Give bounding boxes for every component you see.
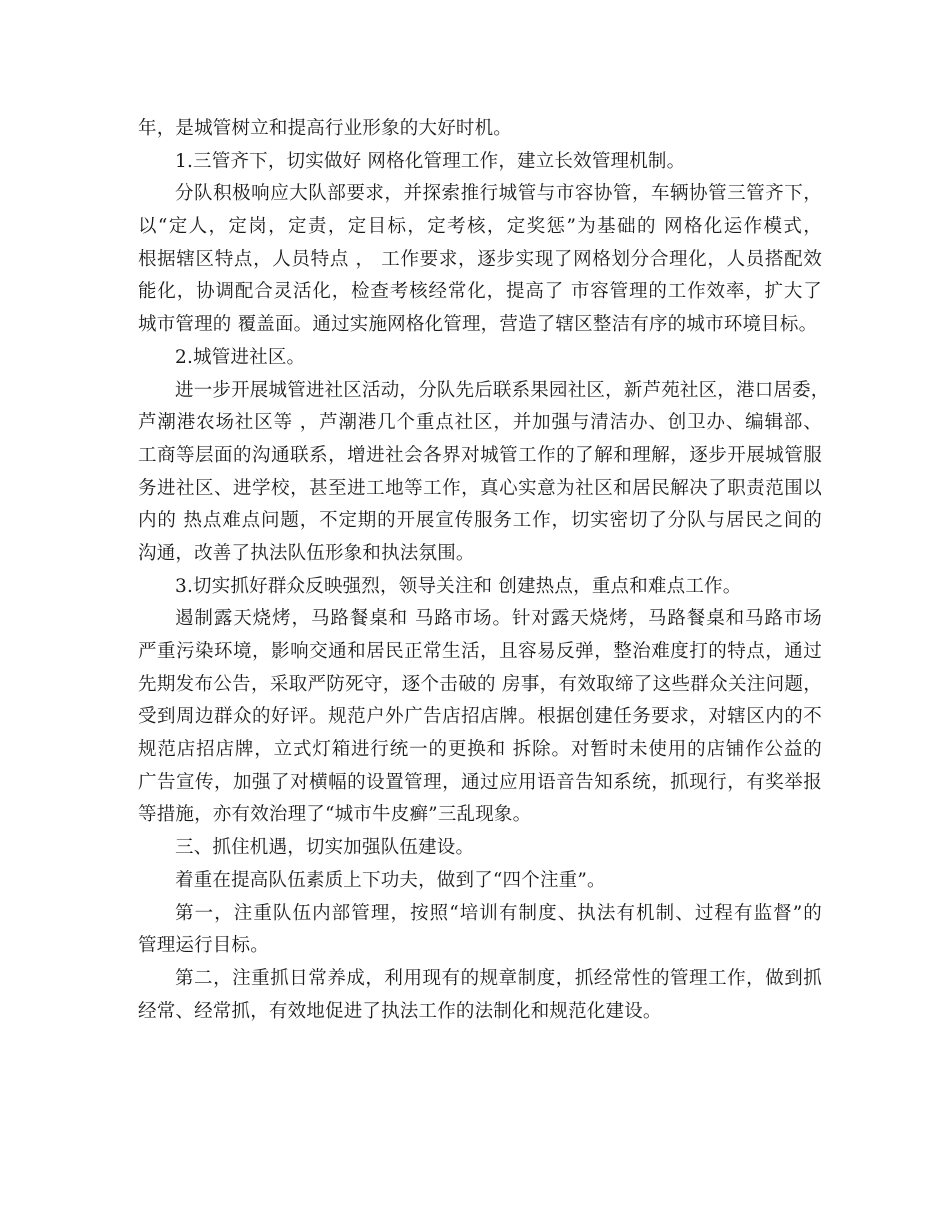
- text-line: 先期发布公告，采取严防死守，逐个击破的 房事，有效取缔了这些群众关注问题，: [138, 673, 822, 695]
- text-line: 规范店招店牌，立式灯箱进行统一的更换和 拆除。对暂时未使用的店铺作公益的: [138, 739, 822, 761]
- text-line: 3.切实抓好群众反映强烈，领导关注和 创建热点，重点和难点工作。: [175, 575, 742, 597]
- text-line: 能化，协调配合灵活化，检查考核经常化，提高了 市容管理的工作效率，扩大了: [138, 281, 822, 303]
- text-line: 等措施，亦有效治理了“城市牛皮癣”三乱现象。: [138, 804, 532, 826]
- text-line: 进一步开展城管进社区活动，分队先后联系果园社区，新芦苑社区，港口居委，: [175, 379, 830, 401]
- text-line: 广告宣传，加强了对横幅的设置管理，通过应用语音告知系统，抓现行，有奖举报: [138, 771, 822, 793]
- text-line: 经常、经常抓，有效地促进了执法工作的法制化和规范化建设。: [138, 1000, 662, 1022]
- text-line: 1.三管齐下，切实做好 网格化管理工作，建立长效管理机制。: [175, 150, 686, 172]
- text-line: 分队积极响应大队部要求，并探索推行城管与市容协管，车辆协管三管齐下，: [175, 183, 822, 205]
- text-line: 三、抓住机遇，切实加强队伍建设。: [175, 837, 475, 859]
- text-line: 务进社区、进学校，甚至进工地等工作，真心实意为社区和居民解决了职责范围以: [138, 477, 822, 499]
- text-line: 严重污染环境，影响交通和居民正常生活，且容易反弹，整治难度打的特点，通过: [138, 641, 822, 662]
- text-line: 管理运行目标。: [138, 935, 269, 957]
- text-line: 以“定人，定岗，定责，定目标，定考核，定奖惩”为基础的 网格化运作模式，: [138, 216, 822, 238]
- text-line: 根据辖区特点，人员特点 ， 工作要求，逐步实现了网格划分合理化，人员搭配效: [138, 248, 822, 270]
- text-line: 工商等层面的沟通联系，增进社会各界对城管工作的了解和理解，逐步开展城管服: [138, 444, 822, 466]
- text-line: 遏制露天烧烤，马路餐桌和 马路市场。针对露天烧烤，马路餐桌和马路市场: [175, 608, 822, 630]
- text-line: 沟通，改善了执法队伍形象和执法氛围。: [138, 542, 475, 564]
- text-line: 着重在提高队伍素质上下功夫，做到了“四个注重”。: [175, 869, 606, 891]
- text-line: 2.城管进社区。: [175, 346, 306, 368]
- text-line: 芦潮港农场社区等 ，芦潮港几个重点社区，并加强与清洁办、创卫办、编辑部、: [138, 412, 822, 434]
- text-line: 第一，注重队伍内部管理，按照“培训有制度、执法有机制、过程有监督”的: [175, 902, 822, 924]
- text-line: 受到周边群众的好评。规范户外广告店招店牌。根据创建任务要求，对辖区内的不: [138, 706, 822, 728]
- text-line: 城市管理的 覆盖面。通过实施网格化管理，营造了辖区整洁有序的城市环境目标。: [138, 314, 818, 336]
- text-line: 第二，注重抓日常养成，利用现有的规章制度，抓经常性的管理工作，做到抓: [175, 967, 822, 989]
- text-line: 内的 热点难点问题，不定期的开展宣传服务工作，切实密切了分队与居民之间的: [138, 510, 822, 532]
- document-body: [138, 113, 830, 1028]
- text-line: 年，是城管树立和提高行业形象的大好时机。: [138, 118, 513, 139]
